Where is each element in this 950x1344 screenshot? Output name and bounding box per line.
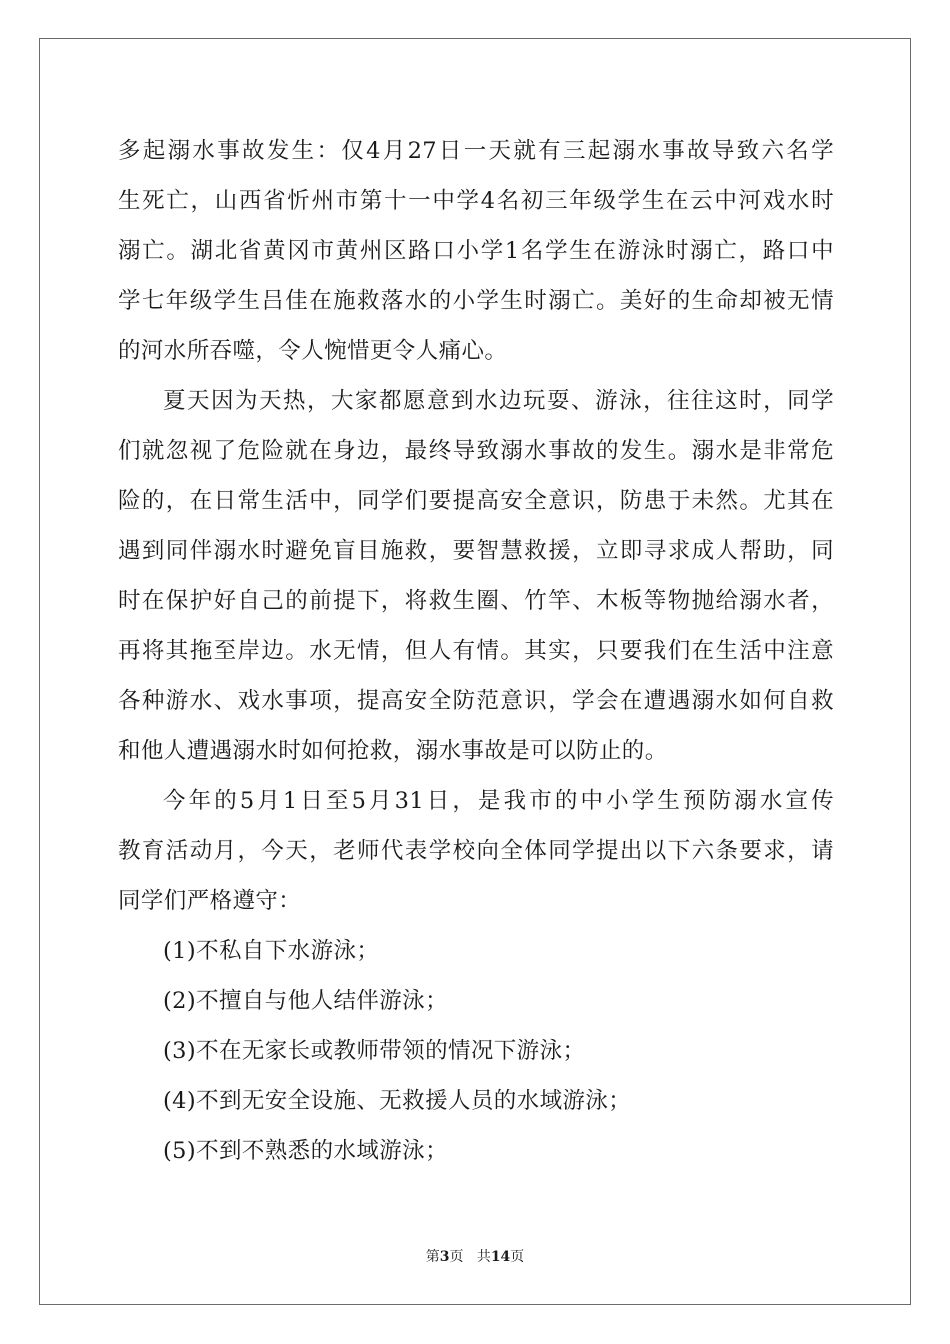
text-line: 同学们严格遵守： xyxy=(118,888,302,914)
text-line: 的河水所吞噬，令人惋惜更令人痛心。 xyxy=(118,338,508,364)
paragraph xyxy=(118,376,834,776)
rule-item: (4)不到无安全设施、无救援人员的水域游泳； xyxy=(163,1088,632,1114)
text-line: 和他人遭遇溺水时如何抢救，溺水事故是可以防止的。 xyxy=(118,738,668,764)
text-line: 夏天因为天热，大家都愿意到水边玩耍、游泳，往往这时，同学 xyxy=(163,388,834,414)
footer-page-unit: 页 xyxy=(449,1249,464,1265)
rule-item: (3)不在无家长或教师带领的情况下游泳； xyxy=(163,1038,586,1064)
rule-item: (2)不擅自与他人结伴游泳； xyxy=(163,988,448,1014)
rule-item: (1)不私自下水游泳； xyxy=(163,938,380,964)
text-line: 今年的5月1日至5月31日，是我市的中小学生预防溺水宣传 xyxy=(163,788,834,814)
text-line: 学七年级学生吕佳在施救落水的小学生时溺亡。美好的生命却被无情 xyxy=(118,288,834,314)
total-pages-number: 14 xyxy=(490,1249,511,1265)
text-line: 遇到同伴溺水时避免盲目施救，要智慧救援，立即寻求成人帮助，同 xyxy=(118,538,834,564)
text-line: 们就忽视了危险就在身边，最终导致溺水事故的发生。溺水是非常危 xyxy=(118,438,834,464)
text-line: 溺亡。湖北省黄冈市黄州区路口小学1名学生在游泳时溺亡，路口中 xyxy=(118,238,834,264)
footer-prefix: 第 xyxy=(425,1249,440,1265)
document-body xyxy=(118,126,834,1176)
text-line: 险的，在日常生活中，同学们要提高安全意识，防患于未然。尤其在 xyxy=(118,488,834,514)
text-line: 生死亡，山西省忻州市第十一中学4名初三年级学生在云中河戏水时 xyxy=(118,188,834,214)
text-line: 教育活动月，今天，老师代表学校向全体同学提出以下六条要求，请 xyxy=(118,838,834,864)
paragraph xyxy=(118,126,834,376)
text-line: 再将其拖至岸边。水无情，但人有情。其实，只要我们在生活中注意 xyxy=(118,638,834,664)
text-line: 时在保护好自己的前提下，将救生圈、竹竿、木板等物抛给溺水者， xyxy=(118,588,834,614)
rules-list xyxy=(118,926,834,1176)
text-line: 各种游水、戏水事项，提高安全防范意识，学会在遭遇溺水如何自救 xyxy=(118,688,834,714)
current-page-number: 3 xyxy=(439,1249,450,1265)
footer-total-unit: 页 xyxy=(510,1249,525,1265)
rule-item: (5)不到不熟悉的水域游泳； xyxy=(163,1138,448,1164)
text-line: 多起溺水事故发生：仅4月27日一天就有三起溺水事故导致六名学 xyxy=(118,138,834,164)
footer-total-prefix: 共 xyxy=(476,1249,491,1265)
page-footer xyxy=(0,1248,950,1266)
paragraph xyxy=(118,776,834,926)
